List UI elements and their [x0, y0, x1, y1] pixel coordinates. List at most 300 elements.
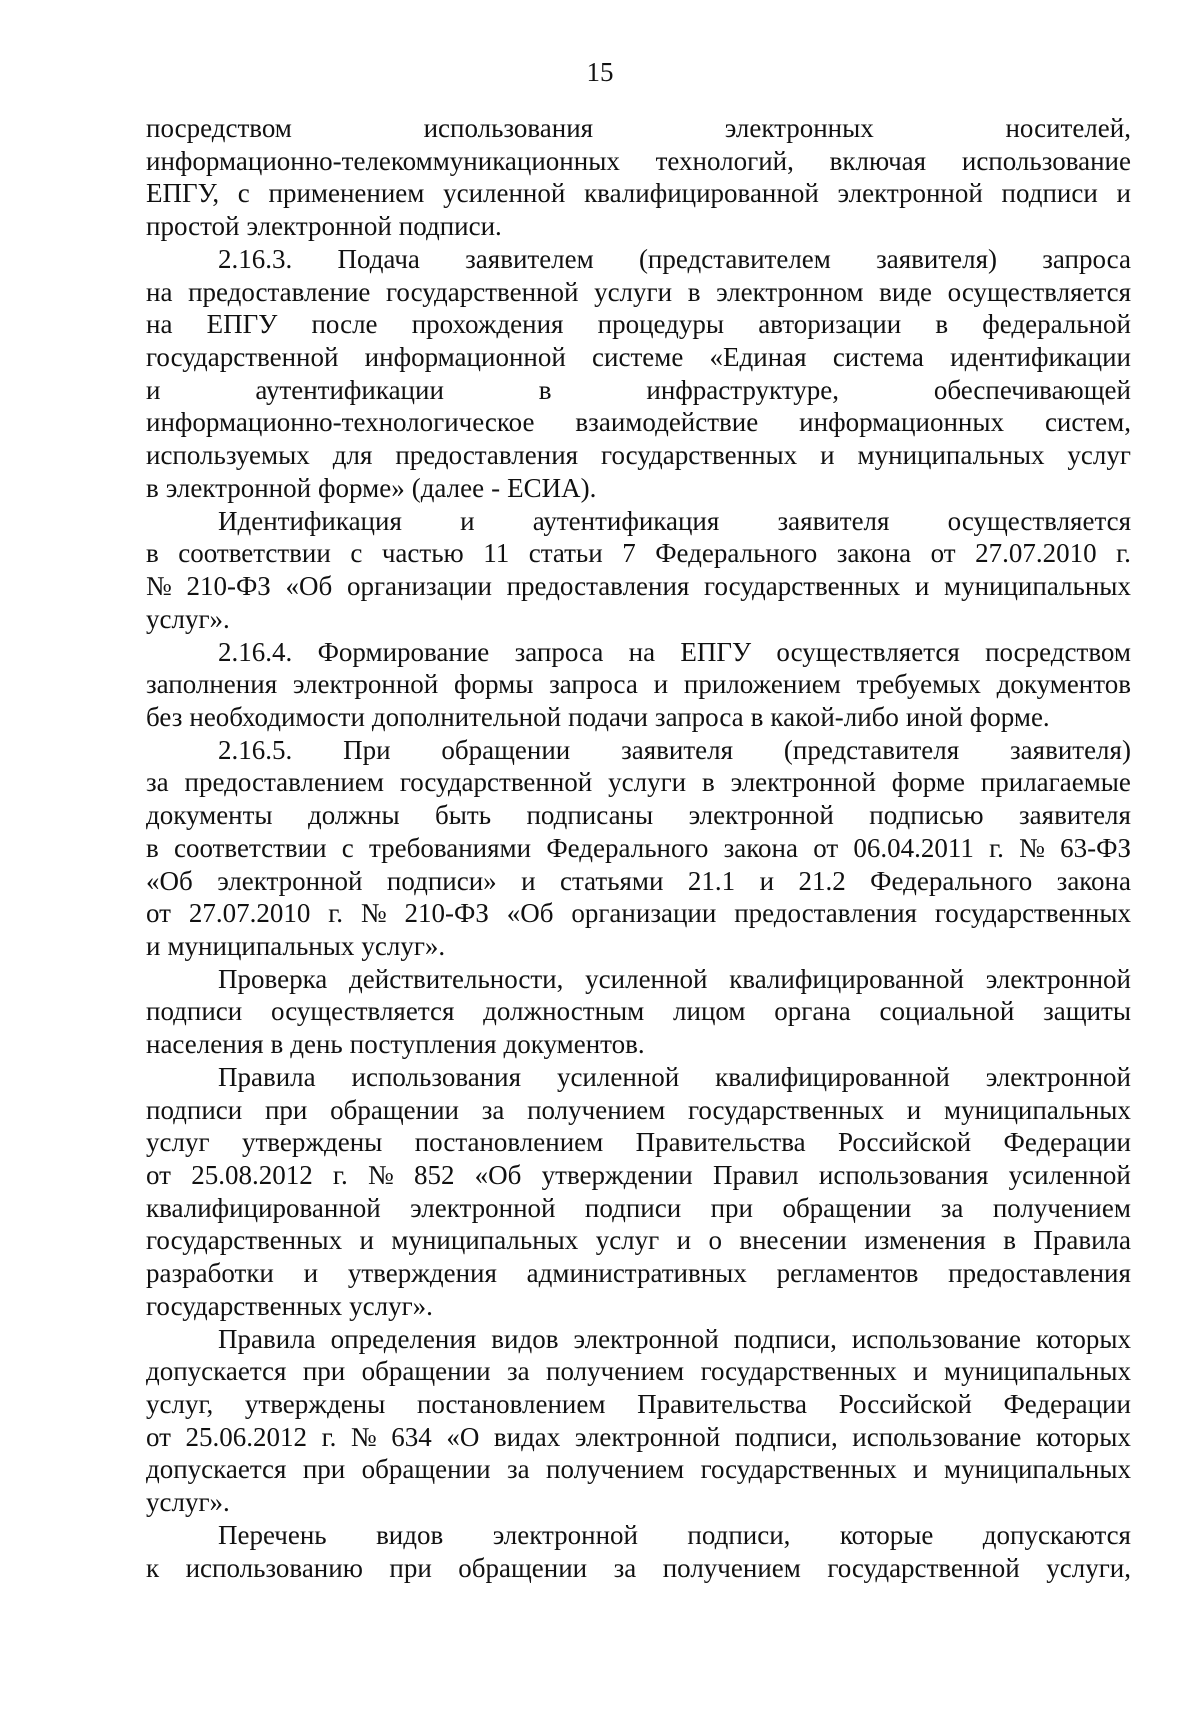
- word: 852: [413, 1160, 455, 1190]
- word: регламентов: [776, 1258, 919, 1289]
- word: действительности,: [349, 963, 564, 994]
- word: государственной: [827, 1552, 1020, 1583]
- word: к: [146, 1552, 160, 1583]
- word: постановлением: [416, 1389, 606, 1420]
- word: услуг».: [361, 930, 446, 961]
- word: государственных: [601, 440, 798, 471]
- word: приложением: [683, 669, 841, 700]
- word: получением: [527, 1094, 666, 1125]
- word: в: [701, 767, 715, 798]
- word: 634: [391, 1421, 432, 1452]
- word: электронной: [165, 472, 312, 503]
- word: частью: [381, 538, 464, 569]
- word: 2.16.4.: [218, 636, 293, 667]
- text-line: [146, 1552, 1131, 1585]
- word: при: [302, 1454, 346, 1485]
- word: муниципальных: [943, 1094, 1131, 1125]
- word: в: [146, 472, 159, 503]
- word: 25.06.2012: [185, 1421, 308, 1452]
- word: и: [460, 505, 475, 536]
- word: соответствии: [178, 538, 331, 569]
- word: государственных: [146, 1225, 343, 1256]
- text-line: [146, 472, 1131, 505]
- text-line: [146, 243, 1131, 276]
- word: квалифицированной: [715, 1061, 950, 1092]
- word: в: [750, 701, 764, 732]
- word: и: [303, 1258, 319, 1289]
- word: населения: [146, 1029, 264, 1060]
- word: Правил: [713, 1160, 799, 1190]
- word: документов.: [503, 1029, 645, 1060]
- word: «Об: [506, 898, 554, 929]
- word: государственных: [704, 571, 901, 602]
- word: осуществляется: [271, 996, 455, 1027]
- text-line: [146, 1192, 1131, 1225]
- text-line: [146, 374, 1131, 407]
- word: муниципальных: [391, 1225, 579, 1256]
- word: осуществляется: [947, 276, 1131, 307]
- word: подписи,: [733, 1323, 837, 1354]
- word: при: [302, 1356, 346, 1387]
- word: Проверка: [218, 963, 328, 994]
- word: лицом: [673, 996, 746, 1027]
- word: муниципальных: [944, 1356, 1131, 1387]
- text-line: [146, 1519, 1131, 1552]
- word: электронных: [724, 113, 874, 143]
- word: системе: [592, 342, 684, 373]
- word: и: [759, 865, 775, 896]
- word: заявителя): [876, 243, 998, 274]
- text-line: [146, 1061, 1131, 1094]
- text-line: [146, 897, 1131, 930]
- word: 11: [483, 538, 510, 569]
- word: обращении: [458, 1552, 588, 1583]
- word: запроса: [1042, 243, 1131, 274]
- word: подписаны: [526, 800, 654, 831]
- word: организации: [346, 571, 492, 602]
- text-line: [146, 636, 1131, 669]
- word: подачи: [568, 701, 648, 732]
- word: процедуры: [597, 309, 725, 340]
- word: допускается: [146, 1356, 287, 1387]
- word: утверждены: [241, 1127, 383, 1158]
- word: использование: [961, 145, 1131, 176]
- word: посредством: [985, 636, 1131, 667]
- word: подписи: [146, 1094, 243, 1125]
- word: и: [913, 1356, 928, 1387]
- word: осуществляется: [776, 636, 960, 667]
- word: ЕПГУ: [206, 309, 278, 340]
- word: форме.: [969, 701, 1050, 732]
- text-line: [146, 406, 1131, 439]
- word: должностным: [483, 996, 645, 1027]
- word: государственных: [700, 1356, 897, 1387]
- word: поступления: [349, 1029, 497, 1060]
- word: 25.08.2012: [191, 1160, 313, 1190]
- word: подписи»: [386, 865, 497, 896]
- word: соответствии: [173, 832, 327, 863]
- text-line: [146, 963, 1131, 996]
- word: в: [538, 374, 552, 405]
- text-line: [146, 210, 1131, 243]
- word: государственной: [146, 342, 339, 373]
- word: и: [676, 1225, 692, 1256]
- word: электронной: [837, 178, 983, 209]
- word: усиленной: [585, 963, 708, 994]
- text-line: [146, 865, 1131, 898]
- word: в: [270, 1029, 284, 1060]
- word: 2.16.3.: [218, 243, 293, 274]
- word: требуемых: [856, 669, 981, 700]
- word: допускаются: [982, 1519, 1131, 1550]
- word: какой-либо: [770, 701, 899, 732]
- word: включая: [829, 145, 927, 176]
- word: и: [906, 1094, 922, 1125]
- word: услуг: [595, 1225, 660, 1256]
- word: Федерации: [1003, 1389, 1131, 1420]
- word: 210-ФЗ: [186, 571, 271, 602]
- word: государственных: [934, 898, 1131, 929]
- text-line: [146, 1290, 1131, 1323]
- word: формы: [454, 669, 534, 700]
- word: муниципальных: [944, 571, 1131, 602]
- word: запроса: [654, 701, 744, 732]
- word: «Об: [474, 1160, 522, 1190]
- word: услуг».: [349, 1290, 433, 1321]
- word: государственных: [687, 1094, 885, 1125]
- word: обеспечивающей: [933, 374, 1131, 405]
- word: обращении: [330, 1094, 459, 1125]
- text-line: [146, 341, 1131, 374]
- word: аутентификация: [532, 505, 720, 536]
- word: электронной: [410, 1192, 556, 1223]
- document-body: [146, 112, 1131, 1584]
- text-line: [146, 439, 1131, 472]
- word: 63-ФЗ: [1060, 832, 1131, 863]
- word: прилагаемые: [980, 767, 1131, 798]
- word: №: [1019, 832, 1045, 863]
- text-line: [146, 145, 1131, 178]
- word: инфраструктуре,: [646, 374, 839, 405]
- word: использование: [852, 1421, 1022, 1452]
- word: использованию: [185, 1552, 363, 1583]
- word: систем,: [1044, 407, 1131, 438]
- word: за: [613, 1552, 637, 1583]
- word: в: [1003, 1225, 1016, 1256]
- word: идентификации: [950, 342, 1131, 373]
- word: утверждены: [244, 1389, 386, 1420]
- word: после: [311, 309, 378, 340]
- word: документов: [996, 669, 1131, 700]
- word: услуг».: [146, 603, 230, 634]
- word: посредством: [146, 113, 292, 143]
- word: электронной: [246, 211, 392, 242]
- word: г.: [989, 832, 1004, 863]
- word: утверждения: [347, 1258, 497, 1289]
- word: заявителя: [777, 505, 890, 536]
- word: получением: [992, 1192, 1131, 1223]
- word: на: [146, 276, 173, 307]
- word: Правила: [218, 1061, 316, 1092]
- word: 210-ФЗ: [404, 898, 489, 929]
- word: информационной: [364, 342, 566, 373]
- word: использования: [423, 113, 594, 143]
- word: №: [360, 898, 387, 929]
- text-line: [146, 832, 1131, 865]
- text-line: [146, 603, 1131, 636]
- word: иной: [905, 701, 963, 732]
- word: запроса: [514, 636, 604, 667]
- word: утверждении: [541, 1160, 693, 1190]
- word: 27.07.2010: [975, 538, 1097, 569]
- word: (представителя: [783, 734, 960, 765]
- word: использования: [351, 1061, 522, 1092]
- word: на: [146, 309, 173, 340]
- word: 21.2: [798, 865, 846, 896]
- word: внесении: [739, 1225, 847, 1256]
- word: электронной: [985, 963, 1131, 994]
- word: и: [146, 374, 161, 405]
- word: и: [1116, 178, 1131, 209]
- word: ЕСИА).: [507, 472, 597, 503]
- text-line: [146, 1126, 1131, 1159]
- word: №: [367, 1160, 394, 1190]
- word: Правила: [218, 1323, 316, 1354]
- text-line: [146, 177, 1131, 210]
- word: №: [146, 571, 172, 602]
- word: от: [813, 832, 839, 863]
- word: муниципальных: [944, 1454, 1131, 1485]
- word: от: [146, 898, 171, 929]
- word: Федерального: [655, 538, 818, 569]
- word: видов: [491, 1323, 559, 1354]
- word: 2.16.5.: [218, 734, 293, 765]
- word: подписи.: [398, 211, 502, 242]
- word: услуги,: [1046, 1552, 1131, 1583]
- word: в: [146, 538, 159, 569]
- word: предоставлением: [184, 767, 384, 798]
- word: услуги: [608, 767, 687, 798]
- word: Перечень: [218, 1519, 327, 1550]
- word: от: [146, 1421, 171, 1452]
- word: заполнения: [146, 669, 278, 700]
- text-line: [146, 1388, 1131, 1421]
- word: Подача: [337, 243, 420, 274]
- word: подписи,: [687, 1519, 791, 1550]
- word: Правительства: [635, 1127, 806, 1158]
- word: электронном: [716, 276, 864, 307]
- word: «Единая: [709, 342, 807, 373]
- word: необходимости: [189, 701, 365, 732]
- word: электронной: [574, 1421, 721, 1452]
- word: предоставления: [734, 898, 917, 929]
- word: информационно-технологическое: [146, 407, 535, 438]
- word: с: [237, 178, 250, 209]
- word: за: [506, 1356, 530, 1387]
- word: Идентификация: [218, 505, 402, 536]
- word: электронной: [217, 865, 363, 896]
- word: г.: [332, 1160, 348, 1190]
- word: обращении: [361, 1454, 491, 1485]
- word: предоставления: [506, 571, 690, 602]
- word: без: [146, 701, 183, 732]
- word: подписи: [1001, 178, 1098, 209]
- word: усиленной: [556, 1061, 680, 1092]
- word: закона: [836, 538, 912, 569]
- word: подписи: [146, 996, 243, 1027]
- word: услуг».: [146, 1487, 230, 1518]
- word: ЕПГУ,: [146, 178, 220, 209]
- word: ЕПГУ: [680, 636, 752, 667]
- word: подписи: [584, 1192, 682, 1223]
- word: система: [832, 342, 924, 373]
- word: от: [146, 1160, 171, 1190]
- word: муниципальных: [857, 440, 1045, 471]
- word: для: [332, 440, 373, 471]
- word: видов: [376, 1519, 444, 1550]
- word: и: [146, 930, 161, 961]
- word: при: [264, 1094, 308, 1125]
- word: квалифицированной: [584, 178, 819, 209]
- word: Правительства: [637, 1389, 808, 1420]
- word: При: [343, 734, 391, 765]
- text-line: [146, 505, 1131, 538]
- word: изменения: [864, 1225, 986, 1256]
- word: Правила: [1033, 1225, 1131, 1256]
- word: о: [708, 1225, 722, 1256]
- word: подписи,: [734, 1421, 838, 1452]
- word: «Об: [285, 571, 333, 602]
- word: информационных: [799, 407, 1004, 438]
- word: №: [350, 1421, 377, 1452]
- word: усиленной: [1008, 1160, 1131, 1190]
- word: получением: [662, 1552, 801, 1583]
- text-line: [146, 1323, 1131, 1356]
- word: услуг: [1067, 440, 1131, 471]
- text-line: [146, 1453, 1131, 1486]
- word: обращении: [782, 1192, 912, 1223]
- text-line: [146, 668, 1131, 701]
- word: и: [359, 1225, 374, 1256]
- word: допускается: [146, 1454, 287, 1485]
- word: использования: [818, 1160, 989, 1190]
- text-line: [146, 1257, 1131, 1290]
- word: Федерального: [546, 832, 709, 863]
- word: и: [820, 440, 835, 471]
- word: форме»: [318, 472, 405, 503]
- text-line: [146, 537, 1131, 570]
- word: -: [491, 472, 501, 503]
- text-line: [146, 570, 1131, 603]
- word: на: [628, 636, 656, 667]
- text-line: [146, 1355, 1131, 1388]
- word: квалифицированной: [146, 1192, 381, 1223]
- word: применением: [268, 178, 425, 209]
- text-line: [146, 1486, 1131, 1519]
- word: заявителем: [465, 243, 594, 274]
- word: быть: [435, 800, 492, 831]
- text-line: [146, 1159, 1131, 1192]
- word: электронной: [688, 800, 834, 831]
- word: авторизации: [758, 309, 902, 340]
- word: требованиями: [369, 832, 532, 863]
- word: 7: [622, 538, 636, 569]
- word: используемых: [146, 440, 310, 471]
- word: разработки: [146, 1258, 274, 1289]
- word: прохождения: [411, 309, 564, 340]
- word: получением: [546, 1454, 685, 1485]
- word: 21.1: [687, 865, 736, 896]
- word: заявителя): [1010, 734, 1131, 765]
- word: дополнительной: [371, 701, 562, 732]
- word: квалифицированной: [729, 963, 964, 994]
- word: услуги: [594, 276, 673, 307]
- word: и: [914, 571, 930, 602]
- word: обращении: [361, 1356, 491, 1387]
- word: в: [935, 309, 949, 340]
- word: носителей,: [1005, 113, 1131, 143]
- word: за: [940, 1192, 964, 1223]
- word: которых: [1035, 1323, 1131, 1354]
- text-line: [146, 701, 1131, 734]
- word: электронной: [492, 1519, 638, 1550]
- word: «О: [446, 1421, 480, 1452]
- text-line: [146, 995, 1131, 1028]
- word: заявителя: [1019, 800, 1131, 831]
- word: государственной: [386, 276, 579, 307]
- word: простой: [146, 211, 240, 242]
- word: от: [930, 538, 956, 569]
- word: подписью: [869, 800, 984, 831]
- word: электронной: [985, 1061, 1131, 1092]
- word: которых: [1035, 1421, 1131, 1452]
- word: заявителя: [621, 734, 734, 765]
- word: (далее: [411, 472, 485, 503]
- word: г.: [321, 1421, 337, 1452]
- word: видах: [493, 1421, 561, 1452]
- word: которые: [839, 1519, 934, 1550]
- word: электронной: [573, 1323, 719, 1354]
- word: информационно-телекоммуникационных: [146, 145, 620, 176]
- word: осуществляется: [947, 505, 1131, 536]
- text-line: [146, 766, 1131, 799]
- word: за: [146, 767, 169, 798]
- word: обращении: [441, 734, 571, 765]
- word: за: [481, 1094, 505, 1125]
- word: государственной: [399, 767, 593, 798]
- word: 06.04.2011: [853, 832, 974, 863]
- word: в: [687, 276, 701, 307]
- word: запроса: [549, 669, 638, 700]
- word: должны: [308, 800, 400, 831]
- word: электронной: [730, 767, 876, 798]
- word: Российской: [838, 1389, 972, 1420]
- word: Российской: [838, 1127, 972, 1158]
- text-line: [146, 1094, 1131, 1127]
- word: Федерального: [870, 865, 1033, 896]
- word: документы: [146, 800, 273, 831]
- page-number: 15: [586, 57, 614, 87]
- word: день: [290, 1029, 343, 1060]
- word: Формирование: [317, 636, 490, 667]
- word: за: [506, 1454, 530, 1485]
- word: определения: [330, 1323, 477, 1354]
- text-line: [146, 1028, 1131, 1061]
- word: предоставление: [188, 276, 371, 307]
- word: «Об: [146, 865, 193, 896]
- word: органа: [774, 996, 851, 1027]
- word: предоставления: [948, 1258, 1131, 1289]
